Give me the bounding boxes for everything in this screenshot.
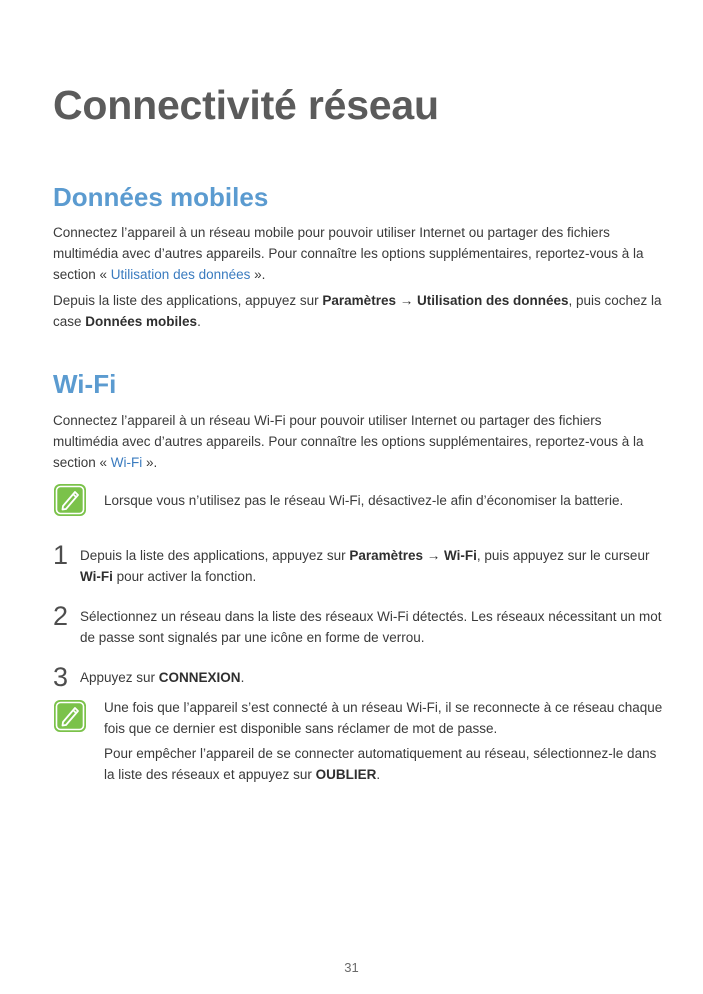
page-number: 31 [344, 960, 359, 975]
note-auto-reconnect [104, 697, 664, 739]
arrow-separator: → [422, 548, 444, 563]
text-fragment: Depuis la liste des applications, appuyez sur [80, 548, 350, 563]
text-fragment: case [53, 314, 86, 329]
note-pencil-icon [54, 700, 86, 732]
step-1-text [80, 545, 660, 587]
note-forget-network [104, 743, 664, 785]
text-fragment: la liste des réseaux et appuyez sur [104, 767, 316, 782]
text-line: multimédia avec d’autres appareils. Pour connaître les options supplémentaires, reportez-vous à la [53, 246, 644, 261]
text-line: Pour empêcher l’appareil de se connecter automatiquement au réseau, sélectionnez-le dans [104, 746, 657, 761]
section-heading-mobile-data: Données mobiles [53, 182, 269, 212]
text-fragment: section « [53, 455, 111, 470]
text-fragment: . [197, 314, 201, 329]
text-line: Une fois que l’appareil s’est connecté à un réseau Wi-Fi, il se reconnecte à ce réseau chaque [104, 700, 663, 715]
note-battery-tip [104, 490, 664, 511]
text-fragment: section « [53, 267, 111, 282]
menu-path-settings: Paramètres [349, 548, 423, 563]
text-fragment: pour activer la fonction. [112, 569, 257, 584]
wifi-intro [53, 410, 653, 473]
step-2-text [80, 606, 660, 648]
link-data-usage[interactable]: Utilisation des données [110, 267, 251, 282]
text-fragment: Appuyez sur [80, 670, 159, 685]
text-line [53, 264, 653, 285]
text-line [53, 311, 653, 332]
text-fragment: , puis appuyez sur le curseur [476, 548, 650, 563]
step-number: 1 [53, 540, 69, 570]
note-pencil-icon [54, 484, 86, 516]
step-number: 2 [53, 601, 69, 631]
text-line: de passe sont signalés par une icône en forme de verrou. [80, 630, 425, 645]
menu-path-wifi: Wi-Fi [443, 548, 477, 563]
text-fragment: . [240, 670, 245, 685]
step-3-text [80, 667, 660, 688]
link-wifi[interactable]: Wi-Fi [110, 455, 143, 470]
page-title: Connectivité réseau [53, 82, 439, 128]
text-line: Sélectionnez un réseau dans la liste des réseaux Wi-Fi détectés. Les réseaux nécessitant un mot [80, 609, 662, 624]
option-mobile-data: Données mobiles [85, 314, 198, 329]
text-fragment: Depuis la liste des applications, appuyez sur [53, 293, 323, 308]
text-line: Connectez l’appareil à un réseau Wi-Fi pour pouvoir utiliser Internet ou partager des fichiers [53, 413, 602, 428]
text-fragment: ». [142, 455, 158, 470]
arrow-separator: → [395, 293, 417, 308]
text-fragment: , puis cochez la [568, 293, 662, 308]
text-line [53, 290, 662, 311]
text-line [80, 566, 660, 587]
text-line [80, 545, 660, 566]
text-line [104, 764, 664, 785]
text-fragment: . [376, 767, 381, 782]
mobile-data-intro [53, 222, 653, 285]
menu-path-settings: Paramètres [322, 293, 396, 308]
menu-path-data-usage: Utilisation des données [416, 293, 569, 308]
section-heading-wifi: Wi-Fi [53, 369, 117, 399]
text-fragment: ». [250, 267, 266, 282]
text-line [53, 452, 653, 473]
text-line: Lorsque vous n’utilisez pas le réseau Wi-Fi, désactivez-le afin d’économiser la batterie. [104, 493, 624, 508]
text-line: Connectez l’appareil à un réseau mobile pour pouvoir utiliser Internet ou partager des fichiers [53, 225, 610, 240]
mobile-data-instructions [53, 290, 662, 332]
step-number: 3 [53, 662, 69, 692]
button-label-forget: OUBLIER [315, 767, 377, 782]
text-line: multimédia avec d’autres appareils. Pour connaître les options supplémentaires, reportez-vous à la [53, 434, 644, 449]
text-line [80, 667, 660, 688]
text-line: fois que ce dernier est disponible sans réclamer de mot de passe. [104, 721, 498, 736]
button-label-connect: CONNEXION [158, 670, 241, 685]
wifi-switch-label: Wi-Fi [80, 569, 113, 584]
